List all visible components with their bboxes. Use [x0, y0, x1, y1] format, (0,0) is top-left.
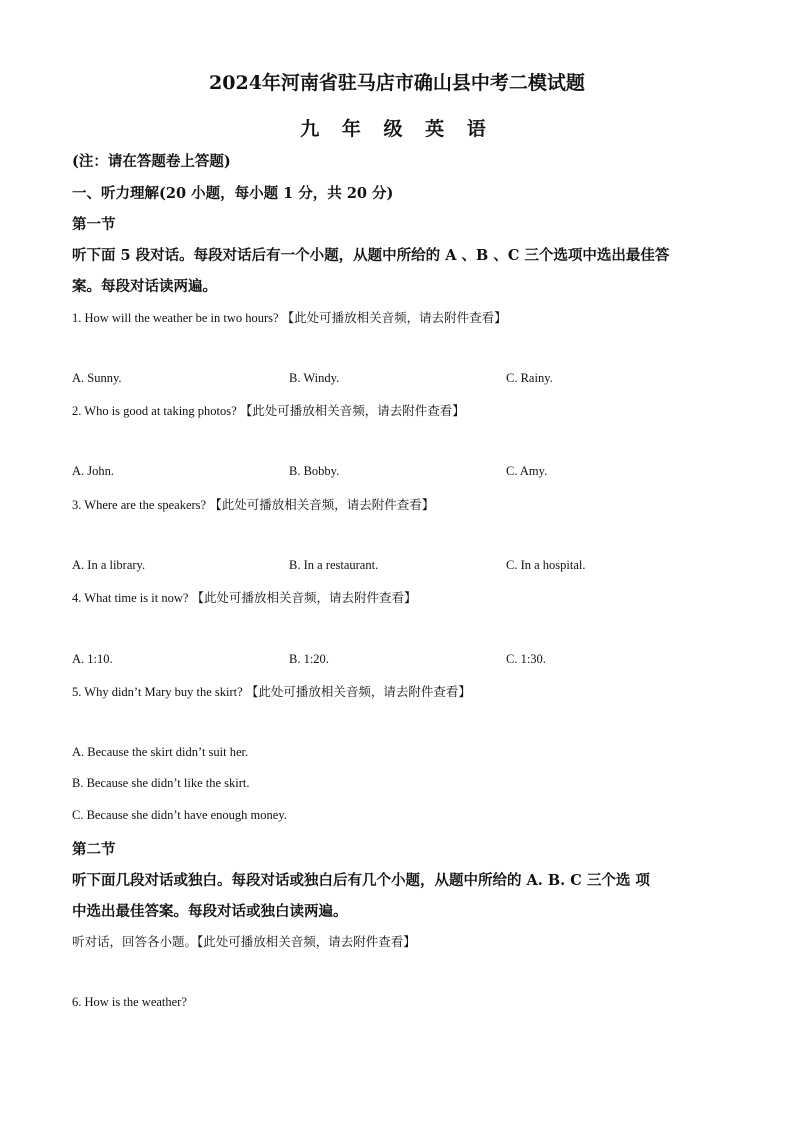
part2-audio-line: 听对话，回答各小题。【此处可播放相关音频，请去附件查看】	[72, 934, 416, 949]
question-option: B. In a restaurant.	[289, 558, 379, 572]
part2-heading: 第二节	[72, 841, 116, 858]
question-stem: 3. Where are the speakers? 【此处可播放相关音频，请去附件查看】	[72, 498, 435, 512]
exam-title: 2024年河南省驻马店市确山县中考二模试题	[209, 72, 585, 94]
question-option: C. 1:30.	[506, 652, 546, 666]
part1-instructions-line2: 案。每段对话读两遍。	[72, 278, 217, 295]
question-stem: 4. What time is it now? 【此处可播放相关音频，请去附件查看】	[72, 591, 417, 605]
question-option: C. Because she didn’t have enough money.	[72, 808, 287, 822]
question-option: A. 1:10.	[72, 652, 113, 666]
question-option: B. 1:20.	[289, 652, 329, 666]
question-stem: 6. How is the weather?	[72, 995, 187, 1009]
section-heading: 一、听力理解(20 小题，每小题 1 分，共 20 分)	[72, 185, 394, 202]
question-option: B. Windy.	[289, 371, 340, 385]
question-stem: 5. Why didn’t Mary buy the skirt? 【此处可播放相关音频，请去附件查看】	[72, 685, 471, 699]
exam-subtitle: 九 年 级 英 语	[300, 118, 494, 140]
part2-instructions-line1: 听下面几段对话或独白。每段对话或独白后有几个小题，从题中所给的 A. B. C 三个选 项	[72, 872, 650, 889]
part1-instructions-line1: 听下面 5 段对话。每段对话后有一个小题，从题中所给的 A 、B 、C 三个选项中选出最佳答	[72, 247, 670, 264]
answer-note: (注：请在答题卷上答题)	[72, 153, 231, 170]
question-stem: 1. How will the weather be in two hours? 【此处可播放相关音频，请去附件查看】	[72, 311, 507, 325]
question-option: A. Because the skirt didn’t suit her.	[72, 745, 249, 759]
part2-instructions-line2: 中选出最佳答案。每段对话或独白读两遍。	[72, 903, 348, 920]
question-option: C. In a hospital.	[506, 558, 586, 572]
question-option: B. Bobby.	[289, 464, 340, 478]
question-option: C. Rainy.	[506, 371, 553, 385]
question-option: A. In a library.	[72, 558, 146, 572]
question-option: B. Because she didn’t like the skirt.	[72, 776, 250, 790]
question-option: C. Amy.	[506, 464, 548, 478]
question-option: A. John.	[72, 464, 115, 478]
part1-heading: 第一节	[72, 216, 116, 233]
question-stem: 2. Who is good at taking photos? 【此处可播放相关音频，请去附件查看】	[72, 404, 465, 418]
question-option: A. Sunny.	[72, 371, 122, 385]
